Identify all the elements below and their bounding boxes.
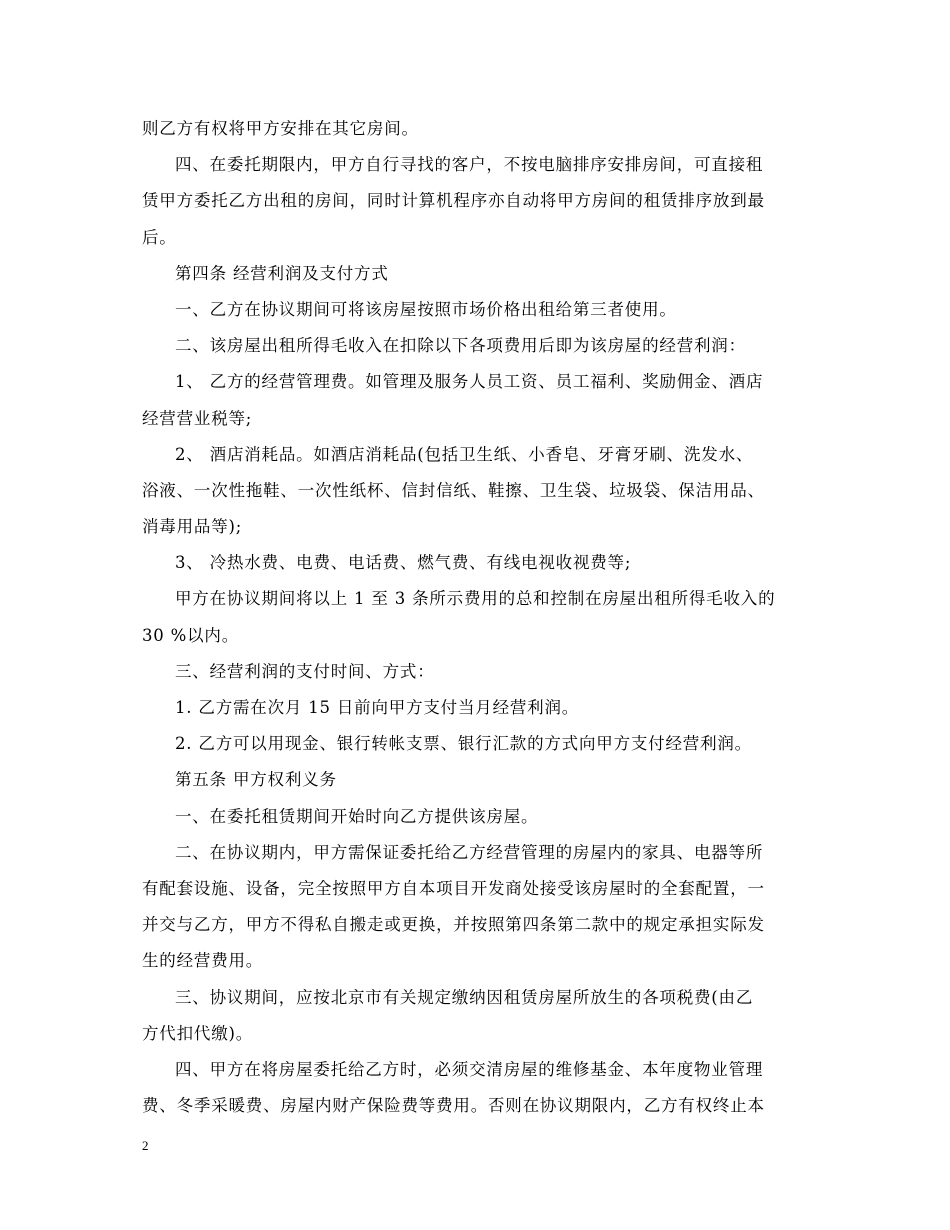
text-line: 三、经营利润的支付时间、方式： xyxy=(175,661,435,681)
text-line: 四、甲方在将房屋委托给乙方时，必须交清房屋的维修基金、本年度物业管理 xyxy=(175,1059,764,1079)
text-line: 四、在委托期限内，甲方自行寻找的客户，不按电脑排序安排房间，可直接租 xyxy=(175,155,764,175)
list-item: 2、 酒店消耗品。如酒店消耗品(包括卫生纸、小香皂、牙膏牙刷、洗发水、 xyxy=(175,444,754,464)
text-line: 后。 xyxy=(142,227,177,247)
section-heading: 第四条 经营利润及支付方式 xyxy=(175,263,389,283)
text-line: 消毒用品等); xyxy=(142,517,243,537)
text-line: 甲方在协议期间将以上 1 至 3 条所示费用的总和控制在房屋出租所得毛收入的 xyxy=(175,589,776,609)
text-line: 经营营业税等; xyxy=(142,408,253,428)
text-line: 一、乙方在协议期间可将该房屋按照市场价格出租给第三者使用。 xyxy=(175,299,677,319)
text-line: 有配套设施、设备，完全按照甲方自本项目开发商处接受该房屋时的全套配置，一 xyxy=(142,878,765,898)
text-line: 生的经营费用。 xyxy=(142,951,264,971)
section-heading: 第五条 甲方权利义务 xyxy=(175,770,337,790)
text-line: 方代扣代缴)。 xyxy=(142,1023,254,1043)
list-item: 1. 乙方需在次月 15 日前向甲方支付当月经营利润。 xyxy=(175,698,580,717)
text-line: 赁甲方委托乙方出租的房间，同时计算机程序亦自动将甲方房间的租赁排序放到最 xyxy=(142,191,765,211)
text-line: 二、在协议期内，甲方需保证委托给乙方经营管理的房屋内的家具、电器等所 xyxy=(175,842,764,862)
document-body xyxy=(142,111,812,1124)
text-line: 费、冬季采暖费、房屋内财产保险费等费用。否则在协议期限内，乙方有权终止本 xyxy=(142,1096,765,1116)
text-line: 一、在委托租赁期间开始时向乙方提供该房屋。 xyxy=(175,806,539,826)
list-item: 1、 乙方的经营管理费。如管理及服务人员工资、员工福利、奖励佣金、酒店 xyxy=(175,372,764,392)
text-line: 浴液、一次性拖鞋、一次性纸杯、信封信纸、鞋擦、卫生袋、垃圾袋、保洁用品、 xyxy=(142,480,765,500)
text-line: 30 %以内。 xyxy=(142,625,240,645)
list-item: 3、 冷热水费、电费、电话费、燃气费、有线电视收视费等; xyxy=(175,553,632,573)
text-line: 则乙方有权将甲方安排在其它房间。 xyxy=(142,119,419,138)
text-line: 二、该房屋出租所得毛收入在扣除以下各项费用后即为该房屋的经营利润： xyxy=(175,336,746,356)
list-item: 2. 乙方可以用现金、银行转帐支票、银行汇款的方式向甲方支付经营利润。 xyxy=(175,734,752,754)
text-line: 三、协议期间，应按北京市有关规定缴纳因租赁房屋所放生的各项税费(由乙 xyxy=(175,987,754,1007)
page-number: 2 xyxy=(142,1138,149,1153)
text-line: 并交与乙方，甲方不得私自搬走或更换，并按照第四条第二款中的规定承担实际发 xyxy=(142,915,765,935)
